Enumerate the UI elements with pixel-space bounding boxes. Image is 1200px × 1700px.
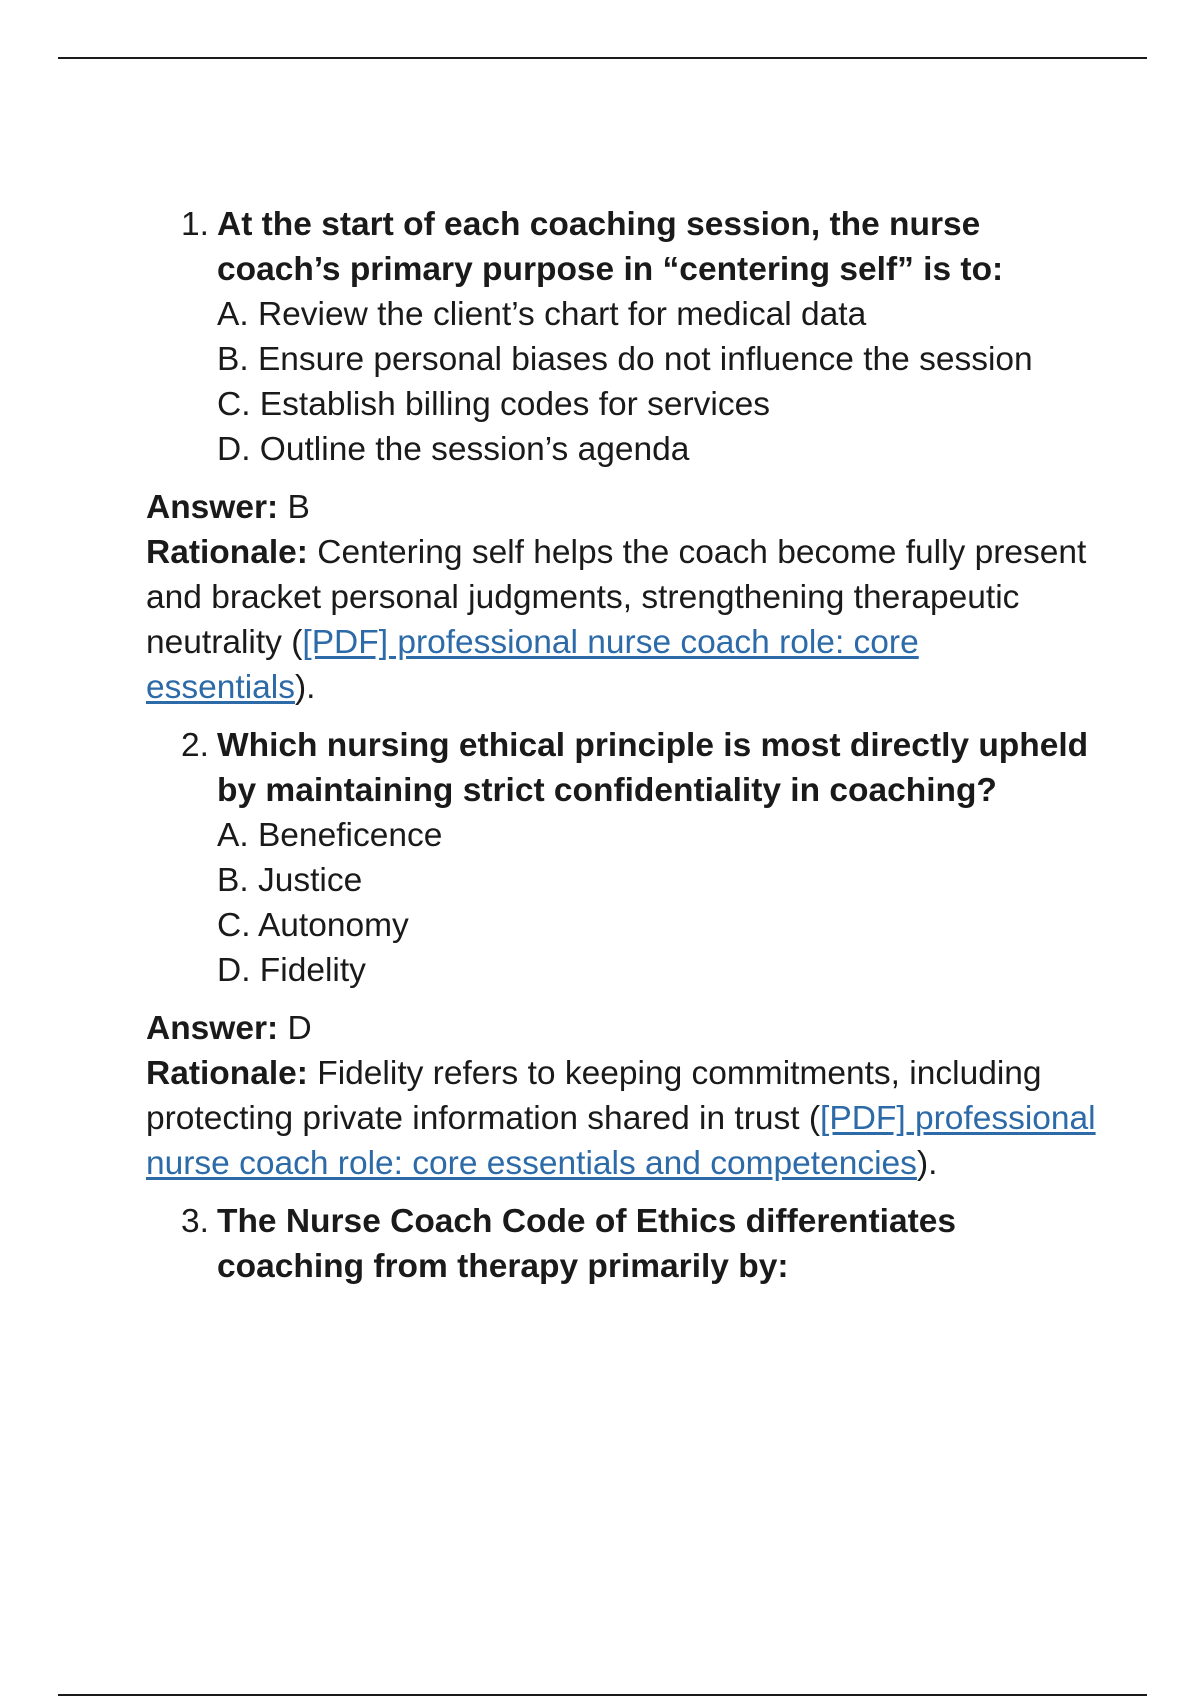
document-body xyxy=(146,202,1096,1289)
rationale-1 xyxy=(146,530,1096,710)
answer-1 xyxy=(146,485,1096,530)
option-c: C. Establish billing codes for services xyxy=(217,386,770,423)
rationale-end: ). xyxy=(916,1145,938,1182)
source-link[interactable]: [PDF] professional nurse coach role: core essentials and competencies xyxy=(146,1100,1096,1182)
rationale-text: Fidelity refers to keeping commitments, including protecting private information shared in trust ( xyxy=(146,1055,1042,1137)
question-number: 2. xyxy=(181,727,209,764)
option-b: B. Ensure personal biases do not influence the session xyxy=(217,341,1033,378)
answer-2 xyxy=(146,1006,1096,1051)
top-rule xyxy=(58,57,1147,59)
question-number: 3. xyxy=(181,1203,209,1240)
answer-label: Answer: xyxy=(146,1010,279,1047)
question-text: The Nurse Coach Code of Ethics differentiates coaching from therapy primarily by: xyxy=(217,1203,956,1285)
answer-label: Answer: xyxy=(146,489,279,526)
question-2 xyxy=(181,723,1096,993)
option-d: D. Fidelity xyxy=(217,952,366,989)
rationale-2 xyxy=(146,1051,1096,1186)
question-text: Which nursing ethical principle is most directly upheld by maintaining strict confidentiality in coaching? xyxy=(217,727,1089,809)
rationale-label: Rationale: xyxy=(146,1055,308,1092)
answer-value: D xyxy=(278,1010,312,1047)
question-3 xyxy=(181,1199,1096,1289)
rationale-label: Rationale: xyxy=(146,534,308,571)
rationale-text: Centering self helps the coach become fully present and bracket personal judgments, strengthening therapeutic neutrality ( xyxy=(146,534,1087,661)
question-number: 1. xyxy=(181,206,209,243)
option-b: B. Justice xyxy=(217,862,363,899)
source-link[interactable]: [PDF] professional nurse coach role: core essentials xyxy=(146,624,919,706)
option-a: A. Review the client’s chart for medical data xyxy=(217,296,867,333)
answer-value: B xyxy=(278,489,310,526)
option-c: C. Autonomy xyxy=(217,907,409,944)
bottom-rule xyxy=(58,1694,1147,1696)
rationale-end: ). xyxy=(294,669,316,706)
option-d: D. Outline the session’s agenda xyxy=(217,431,690,468)
question-1 xyxy=(181,202,1096,472)
question-text: At the start of each coaching session, the nurse coach’s primary purpose in “centering self” is to: xyxy=(217,206,1004,288)
option-a: A. Beneficence xyxy=(217,817,443,854)
